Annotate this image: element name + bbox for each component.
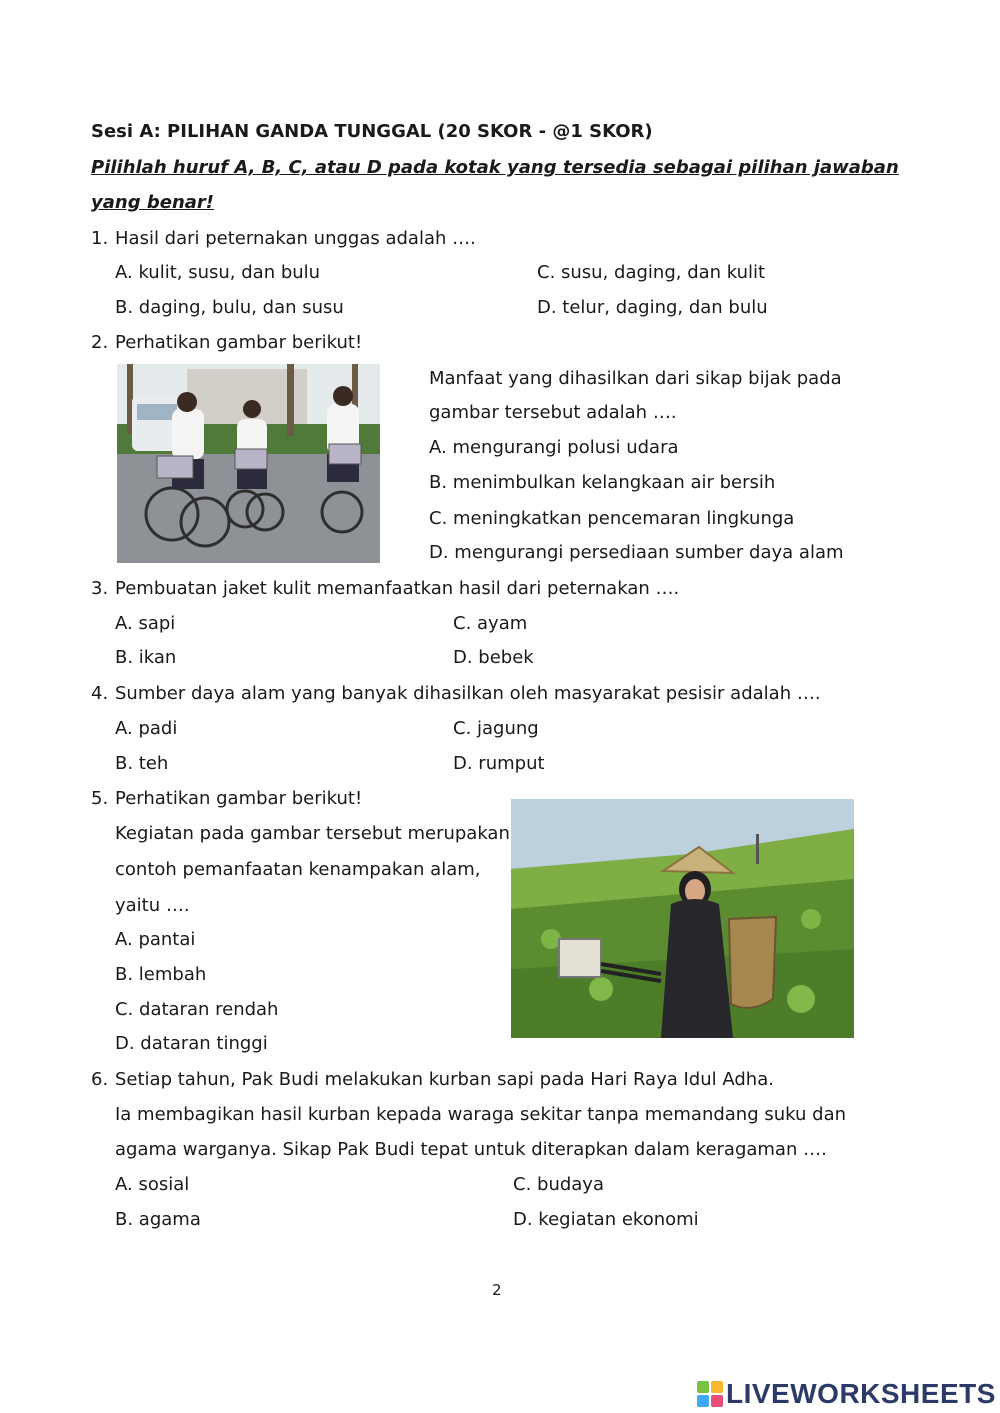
instruction-line-1: Pilihlah huruf A, B, C, atau D pada kotak yang tersedia sebagai pilihan jawaban: [91, 157, 899, 178]
q3-option-a: A. sapi: [115, 613, 176, 634]
brand-name: LIVEWORKSHEETS: [726, 1378, 996, 1409]
q2-desc-line-1: Manfaat yang dihasilkan dari sikap bijak pada: [429, 368, 842, 389]
question-2-number: 2.: [91, 332, 109, 353]
q2-option-c: C. meningkatkan pencemaran lingkunga: [429, 508, 795, 529]
q4-option-a: A. padi: [115, 718, 178, 739]
q1-option-a: A. kulit, susu, dan bulu: [115, 262, 321, 283]
question-4-number: 4.: [91, 683, 109, 704]
q4-option-d: D. rumput: [453, 753, 545, 774]
q6-option-a: A. sosial: [115, 1174, 190, 1195]
q1-option-d: D. telur, daging, dan bulu: [537, 297, 768, 318]
question-6: [91, 1068, 774, 1092]
question-2-text: Perhatikan gambar berikut!: [115, 332, 363, 353]
q5-option-d: D. dataran tinggi: [115, 1033, 268, 1054]
question-4-text: Sumber daya alam yang banyak dihasilkan oleh masyarakat pesisir adalah ….: [115, 683, 821, 704]
q5-option-c: C. dataran rendah: [115, 999, 279, 1020]
question-5-number: 5.: [91, 788, 109, 809]
q1-option-b: B. daging, bulu, dan susu: [115, 297, 344, 318]
q6-option-d: D. kegiatan ekonomi: [513, 1209, 699, 1230]
question-6-text-line-1: Setiap tahun, Pak Budi melakukan kurban sapi pada Hari Raya Idul Adha.: [115, 1069, 774, 1090]
question-1: [91, 227, 476, 251]
session-title: Sesi A: PILIHAN GANDA TUNGGAL (20 SKOR - @1 SKOR): [91, 121, 653, 142]
instruction-line-2: yang benar!: [91, 192, 214, 213]
q3-option-c: C. ayam: [453, 613, 528, 634]
students-cycling-image: [117, 364, 380, 563]
q1-option-c: C. susu, daging, dan kulit: [537, 262, 766, 283]
q3-option-d: D. bebek: [453, 647, 534, 668]
q5-desc-line-3: yaitu ….: [115, 895, 190, 916]
q2-option-d: D. mengurangi persediaan sumber daya alam: [429, 542, 844, 563]
question-5: [91, 787, 362, 811]
question-3-text: Pembuatan jaket kulit memanfaatkan hasil dari peternakan ….: [115, 578, 680, 599]
question-4: [91, 682, 821, 706]
question-1-number: 1.: [91, 228, 109, 249]
question-3-number: 3.: [91, 578, 109, 599]
question-1-text: Hasil dari peternakan unggas adalah ….: [115, 228, 476, 249]
question-6-text-line-2: Ia membagikan hasil kurban kepada waraga sekitar tanpa memandang suku dan: [115, 1104, 847, 1125]
q4-option-b: B. teh: [115, 753, 169, 774]
q2-option-b: B. menimbulkan kelangkaan air bersih: [429, 472, 776, 493]
q5-option-a: A. pantai: [115, 929, 196, 950]
tea-picker-image: [511, 799, 854, 1038]
q6-option-c: C. budaya: [513, 1174, 604, 1195]
q5-option-b: B. lembah: [115, 964, 207, 985]
q2-desc-line-2: gambar tersebut adalah ….: [429, 402, 677, 423]
q2-option-a: A. mengurangi polusi udara: [429, 437, 679, 458]
q3-option-b: B. ikan: [115, 647, 177, 668]
q6-option-b: B. agama: [115, 1209, 201, 1230]
q5-desc-line-2: contoh pemanfaatan kenampakan alam,: [115, 859, 481, 880]
question-2: [91, 331, 362, 355]
question-5-text: Perhatikan gambar berikut!: [115, 788, 363, 809]
question-6-number: 6.: [91, 1069, 109, 1090]
question-6-text-line-3: agama warganya. Sikap Pak Budi tepat untuk diterapkan dalam keragaman ….: [115, 1139, 827, 1160]
liveworksheets-icon: [697, 1381, 723, 1407]
question-3: [91, 577, 679, 601]
liveworksheets-logo[interactable]: [697, 1377, 996, 1411]
page-number: 2: [492, 1281, 502, 1299]
q5-desc-line-1: Kegiatan pada gambar tersebut merupakan: [115, 823, 510, 844]
q4-option-c: C. jagung: [453, 718, 539, 739]
